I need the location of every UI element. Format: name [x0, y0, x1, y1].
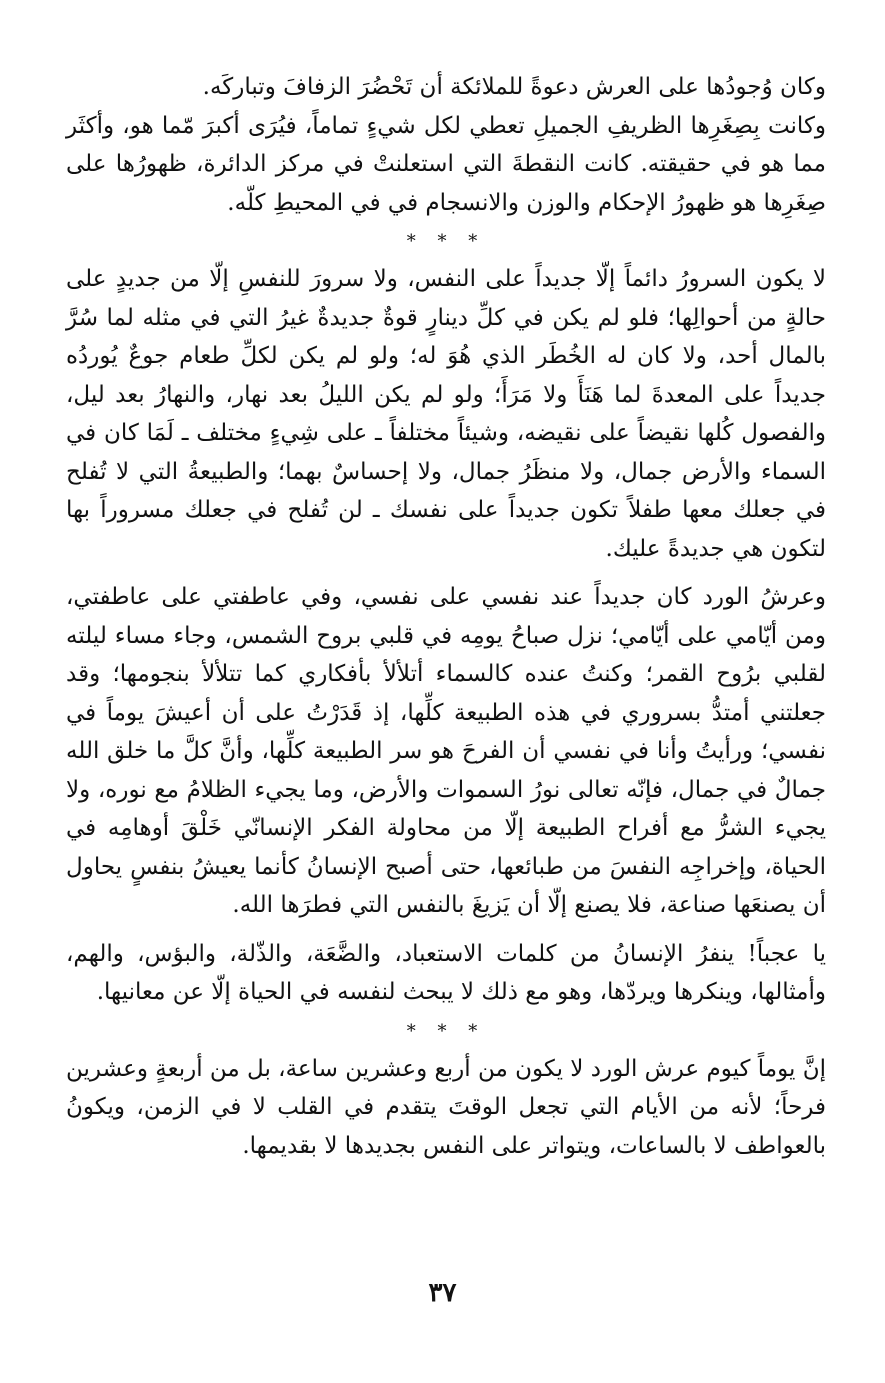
paragraph-6: إنَّ يوماً كيوم عرش الورد لا يكون من أربع وعشرين ساعة، بل من أربعةٍ وعشرين فرحاً؛ لأنه من الأيام التي تجعل الوقتَ يتقدم في القلب لا في الزمن، ويكونُ بالعواطف لا بالساعات، ويتواتر على النفس بجديدها لا بقديمها. [66, 1055, 826, 1159]
paragraph-5: يا عجباً! ينفرُ الإنسانُ من كلمات الاستعباد، والضَّعَة، والذّلة، والبؤس، والهم، وأمثالها، وينكرها ويردّها، وهو مع ذلك لا يبحث لنفسه في الحياة إلّا عن معانيها. [66, 940, 826, 1005]
page-body [66, 68, 826, 1165]
paragraph-4: وعرشُ الورد كان جديداً عند نفسي على نفسي، وفي عاطفتي على عاطفتي، ومن أيّامي على أيّامي؛ نزل صباحُ يومِه في قلبي بروح الشمس، وجاء مساء ليلته لقلبي برُوح القمر؛ وكنتُ عنده كالسماء أتلألأ بأفكاري كما تتلألأ بنجومها؛ وقد جعلتني أمتدُّ بسروري في هذه الطبيعة كلِّها، إذ قَدَرْتُ على أن أعيشَ يوماً في نفسي؛ ورأيتُ وأنا في نفسي أن الفرحَ هو سر الطبيعة كلِّها، وأنَّ كلَّ ما خلق الله جمالٌ في جمال، فإنّه تعالى نورُ السموات والأرض، وما يجيء الظلامُ مع نوره، ولا يجيء الشرُّ مع أفراح الطبيعة إلّا من محاولة الفكر الإنسانّي خَلْقَ أوهامِه في الحياة، وإخراجِه النفسَ من طبائعها، حتى أصبح الإنسانُ كأنما يعيشُ بنفسٍ يحاول أن يصنعَها صناعة، فلا يصنع إلّا أن يَزيغَ بالنفس التي فطرَها الله. [66, 584, 826, 918]
paragraph-3: لا يكون السرورُ دائماً إلّا جديداً على النفس، ولا سرورَ للنفسِ إلّا من جديدٍ على حالةٍ من أحوالِها؛ فلو لم يكن في كلِّ دينارٍ قوةٌ جديدةٌ غيرُ التي في مثله لما سُرَّ بالمال أحد، ولا كان له الخُطَر الذي هُوَ له؛ ولو لم يكن لكلِّ طعام جوعٌ يُوردُه جديداً على المعدةَ لما هَنَأَ ولا مَرَأَ؛ ولو لم يكن الليلُ بعد نهار، والنهارُ بعد ليل، والفصول كُلها نقيضاً على نقيضه، وشيئاً مختلفاً ـ على شِيءٍ مختلف ـ لَمَا كان في السماء والأرض جمال، ولا منظَرُ جمال، ولا إحساسٌ بهما؛ والطبيعةُ التي لا تُفلح في جعلك معها طفلاً تكون جديداً على نفسك ـ لن تُفلح في جعلك مسروراً بها لتكون هي جديدةً عليك. [66, 266, 826, 562]
section-separator: * * * [406, 1020, 486, 1042]
section-separator: * * * [406, 231, 486, 252]
paragraph-2: وكانت بِصِغَرِها الظريفِ الجميلِ تعطي لكل شيءٍ تماماً، فيُرَى أكبرَ مّما هو، وأكثَر مما هو في حقيقته. كانت النقطةَ التي استعلنتْ في مركز الدائرة، ظهورُها على صِغَرِها هو ظهورُ الإحكام والوزن والانسجام في في المحيطِ كلّه. [66, 112, 826, 216]
paragraph-1: وكان وُجودُها على العرش دعوةً للملائكة أن تَحْضُرَ الزفافَ وتباركَه. [202, 74, 826, 100]
page-number: ٣٧ [428, 1278, 457, 1308]
paragraph-gap [66, 568, 826, 578]
paragraph-gap [66, 925, 826, 935]
